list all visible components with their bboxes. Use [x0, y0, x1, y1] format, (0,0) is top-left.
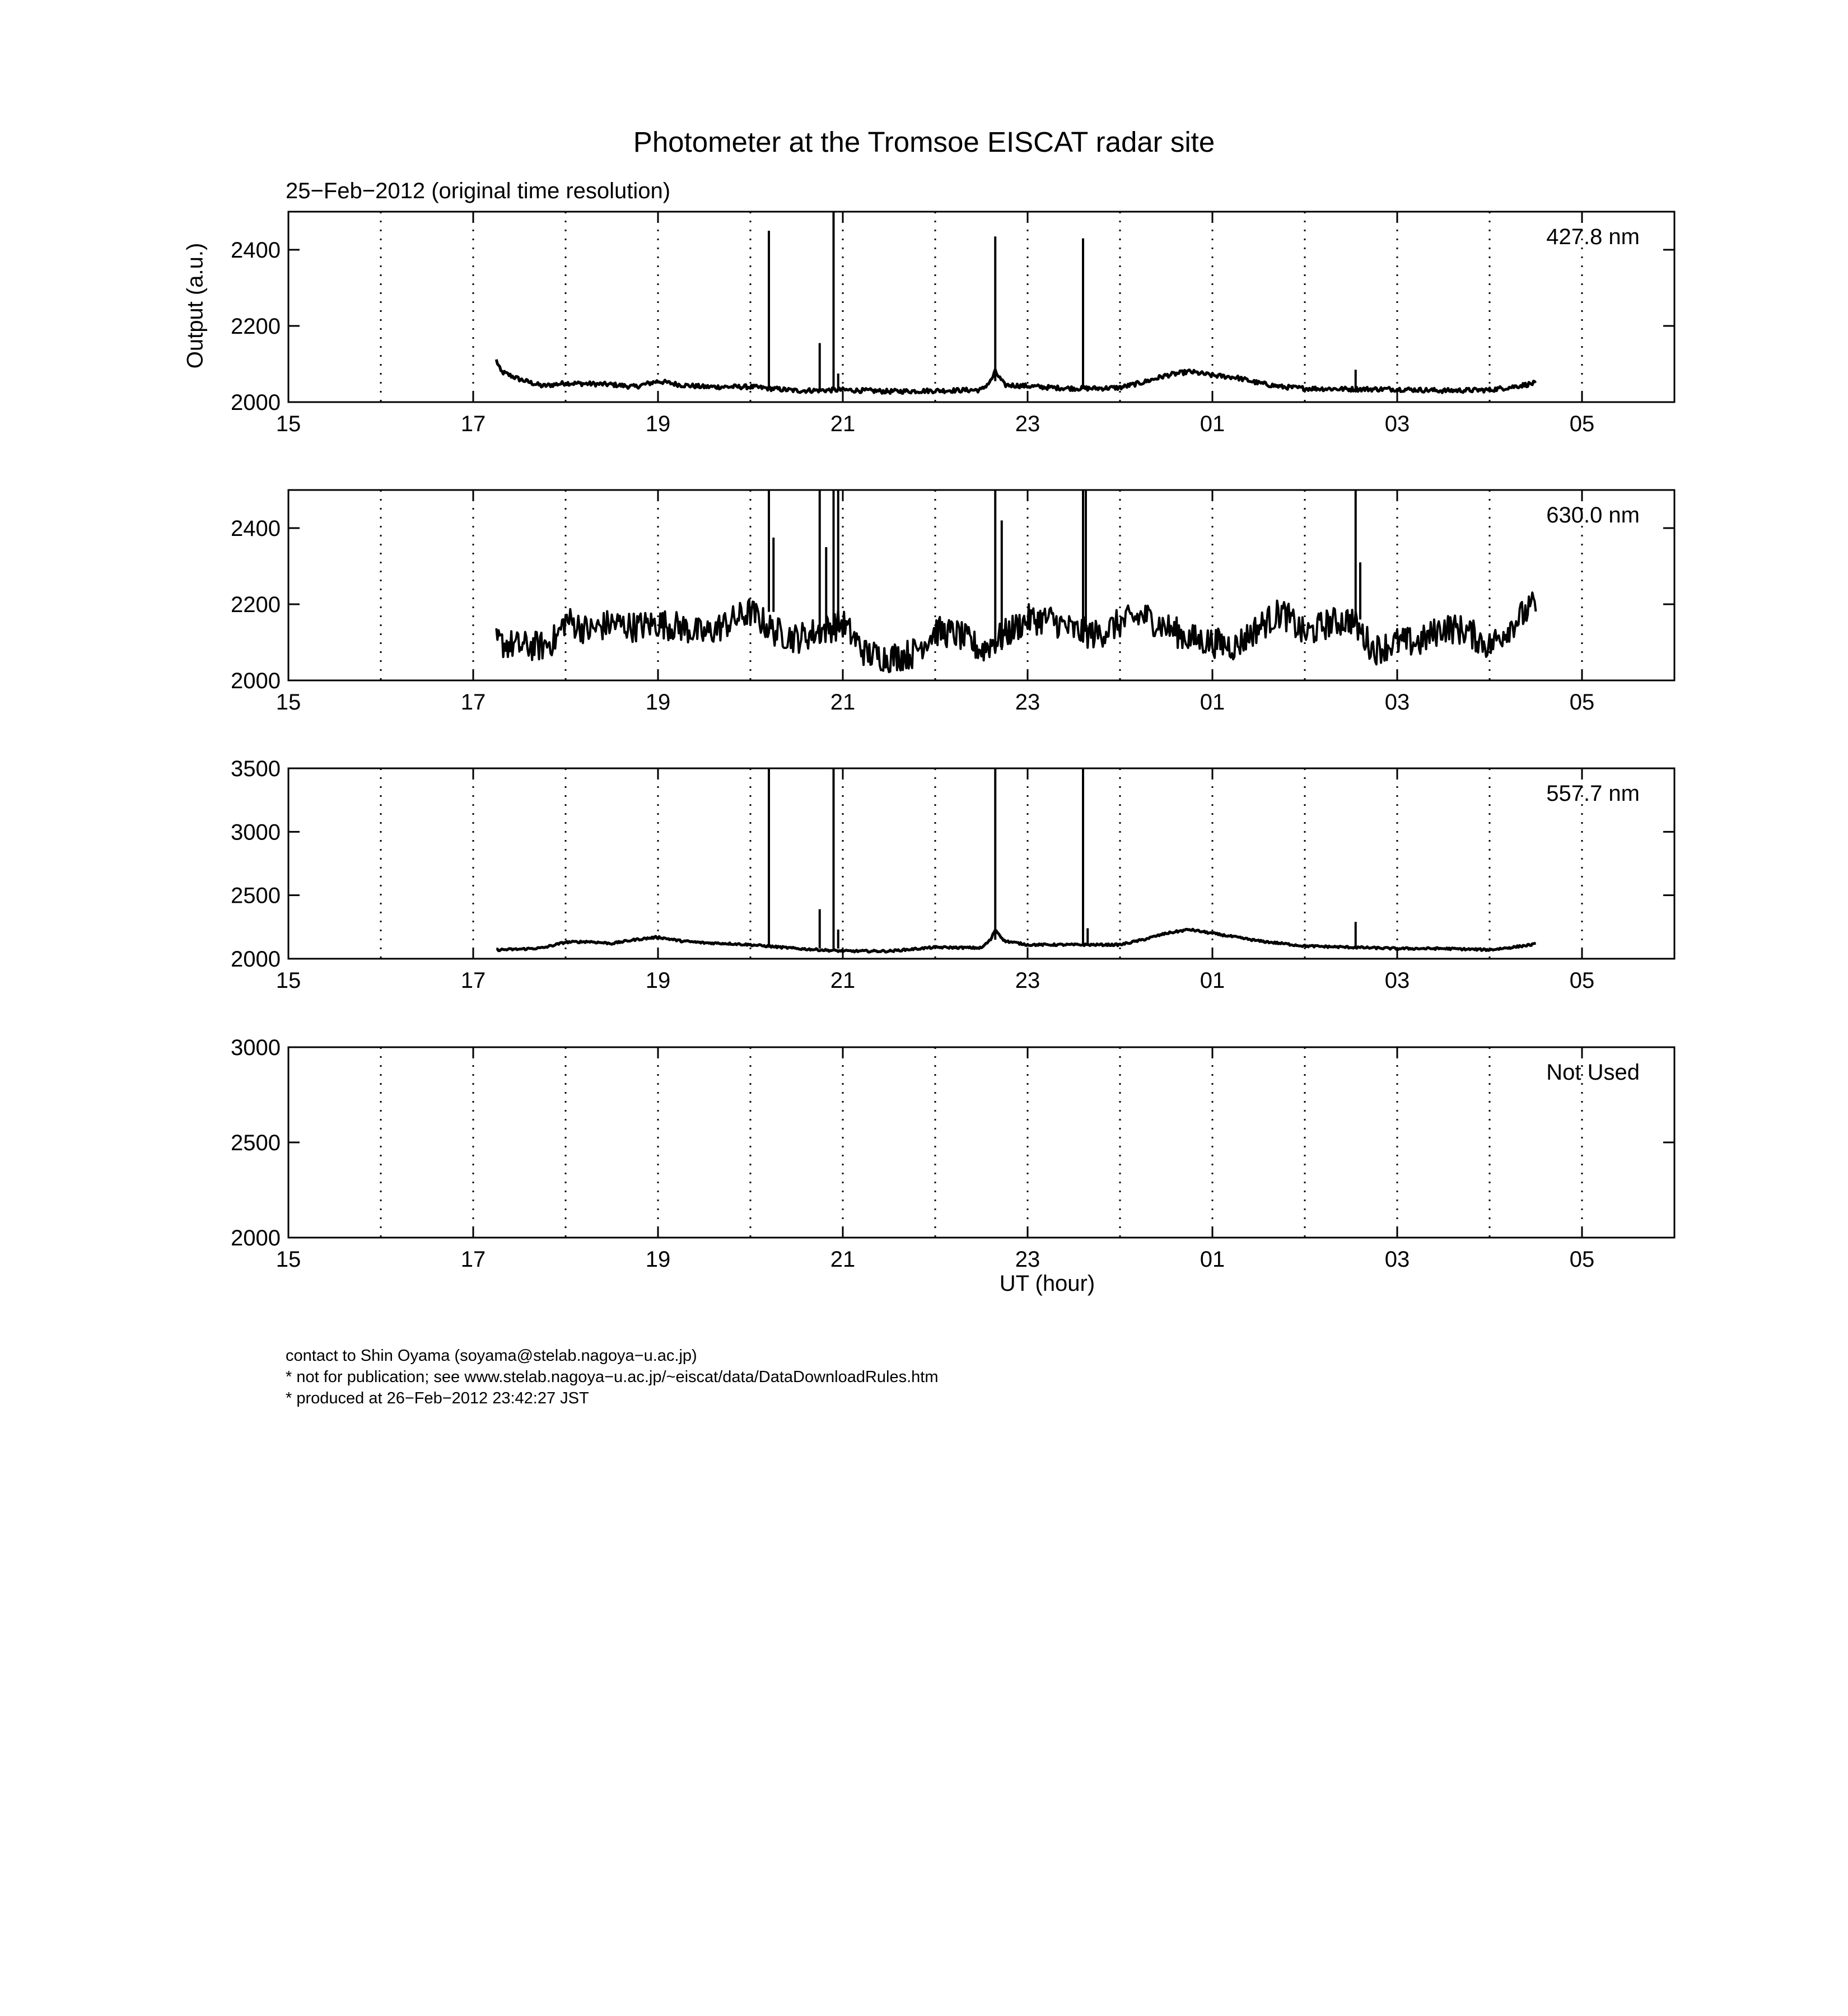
x-tick-label: 17	[460, 968, 486, 993]
x-tick-label: 19	[645, 412, 671, 436]
y-tick-label: 2500	[231, 1131, 281, 1155]
y-tick-label: 3000	[231, 820, 281, 845]
footer-notes	[286, 1345, 939, 1409]
x-tick-label: 15	[276, 1247, 301, 1272]
wavelength-label: Not Used	[1546, 1060, 1640, 1085]
x-tick-label: 23	[1015, 968, 1040, 993]
plot-area	[231, 1035, 1674, 1272]
x-tick-label: 01	[1200, 968, 1225, 993]
y-tick-label: 3500	[231, 757, 281, 781]
x-tick-label: 03	[1384, 1247, 1410, 1272]
x-tick-label: 01	[1200, 412, 1225, 436]
series-line	[496, 360, 1536, 394]
chart-title: Photometer at the Tromsoe EISCAT radar site	[633, 126, 1215, 158]
x-tick-label: 15	[276, 968, 301, 993]
x-tick-label: 05	[1569, 1247, 1595, 1272]
y-tick-label: 2500	[231, 883, 281, 908]
x-tick-label: 05	[1569, 412, 1595, 436]
series-line	[496, 929, 1536, 952]
y-axis-label: Output (a.u.)	[183, 242, 208, 369]
panel-630-0nm	[199, 479, 1686, 725]
x-tick-label: 03	[1384, 968, 1410, 993]
x-tick-label: 15	[276, 412, 301, 436]
y-tick-label: 3000	[231, 1035, 281, 1060]
x-tick-label: 15	[276, 690, 301, 715]
x-axis-label: UT (hour)	[999, 1271, 1095, 1296]
x-tick-label: 17	[460, 412, 486, 436]
y-tick-label: 2400	[231, 238, 281, 263]
wavelength-label: 630.0 nm	[1546, 503, 1640, 528]
y-tick-label: 2000	[231, 669, 281, 693]
wavelength-label: 557.7 nm	[1546, 781, 1640, 806]
y-tick-label: 2200	[231, 314, 281, 339]
plot-area	[231, 490, 1674, 715]
y-tick-label: 2400	[231, 516, 281, 541]
series-line	[496, 592, 1536, 672]
x-tick-label: 17	[460, 690, 486, 715]
axes-frame	[288, 212, 1674, 402]
footer-publication-note: * not for publication; see www.stelab.nagoya−u.ac.jp/~eiscat/data/DataDownloadRules.htm	[286, 1368, 939, 1386]
plot-area	[231, 212, 1674, 436]
x-tick-label: 21	[830, 1247, 856, 1272]
x-tick-label: 17	[460, 1247, 486, 1272]
footer-produced-at: * produced at 26−Feb−2012 23:42:27 JST	[286, 1389, 589, 1407]
x-tick-label: 21	[830, 412, 856, 436]
x-tick-label: 03	[1384, 690, 1410, 715]
plot-area	[231, 757, 1674, 993]
x-tick-label: 19	[645, 1247, 671, 1272]
x-tick-label: 01	[1200, 690, 1225, 715]
x-tick-label: 05	[1569, 690, 1595, 715]
x-tick-label: 23	[1015, 412, 1040, 436]
y-tick-label: 2000	[231, 947, 281, 972]
chart-subtitle: 25−Feb−2012 (original time resolution)	[286, 179, 671, 203]
x-tick-label: 21	[830, 968, 856, 993]
panel-557-7nm	[199, 757, 1686, 1004]
y-tick-label: 2000	[231, 1226, 281, 1250]
x-tick-label: 19	[645, 968, 671, 993]
panel-427-8nm	[199, 200, 1686, 447]
x-tick-label: 19	[645, 690, 671, 715]
axes-frame	[288, 1047, 1674, 1238]
x-tick-label: 01	[1200, 1247, 1225, 1272]
axes-frame	[288, 768, 1674, 959]
wavelength-label: 427.8 nm	[1546, 225, 1640, 249]
x-tick-label: 23	[1015, 690, 1040, 715]
footer-contact: contact to Shin Oyama (soyama@stelab.nagoya−u.ac.jp)	[286, 1347, 697, 1365]
x-tick-label: 03	[1384, 412, 1410, 436]
x-tick-label: 21	[830, 690, 856, 715]
y-tick-label: 2000	[231, 390, 281, 415]
panel-not-used	[199, 1036, 1686, 1282]
x-tick-label: 23	[1015, 1247, 1040, 1272]
x-tick-label: 05	[1569, 968, 1595, 993]
y-tick-label: 2200	[231, 592, 281, 617]
